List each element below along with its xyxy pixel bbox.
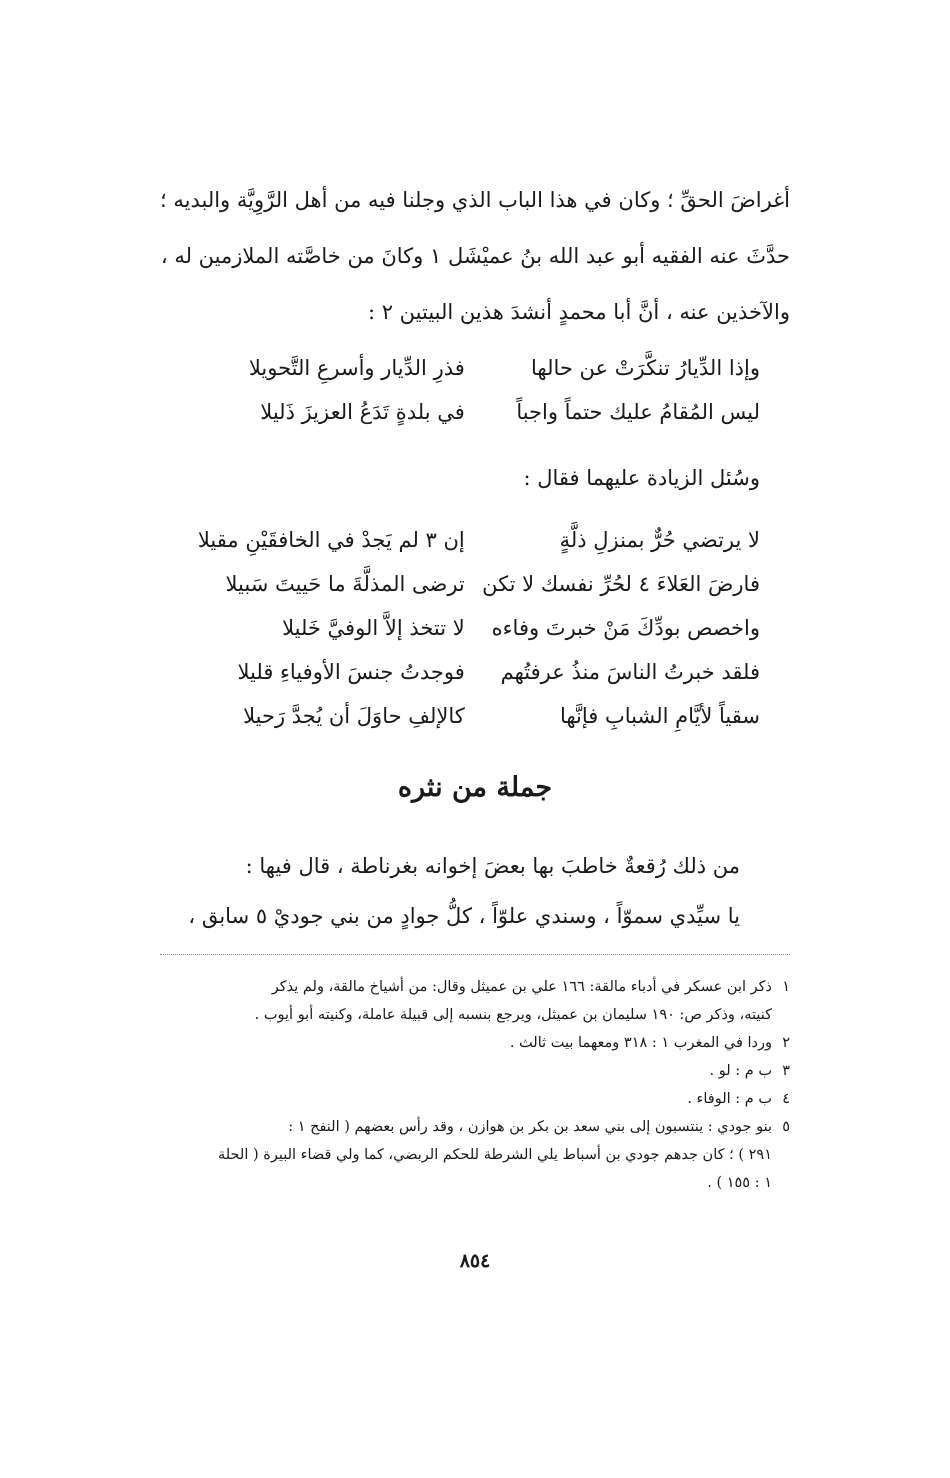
poem-first <box>140 346 760 434</box>
verse-second-hemistich: كالإلفِ حاوَلَ أن يُجدَّ رَحيلا <box>243 704 465 728</box>
footnote <box>140 1064 790 1092</box>
verse-first-hemistich: سقياً لأيَّامِ الشبابِ فإنَّها <box>559 704 760 728</box>
letter-salutation: يا سيِّدي سموّاً ، وسندي علوّاً ، كلُّ جوادٍ من بني جوديْ ٥ سابق ، <box>188 904 740 928</box>
verse-first-hemistich: وإذا الدِّيارُ تنكَّرَتْ عن حالها <box>530 356 760 380</box>
footnote <box>140 1036 790 1064</box>
verse-first-hemistich: لا يرتضي حُرٌّ بمنزلِ ذلَّةٍ <box>559 528 760 552</box>
footnote-number: ٥ <box>782 1119 790 1135</box>
section-heading: جملة من نثره <box>397 772 553 803</box>
verse-first-hemistich: واخصص بودِّكَ مَنْ خبرتَ وفاءه <box>491 616 760 640</box>
verse-first-hemistich: ليس المُقامُ عليك حتماً واجباً <box>516 400 760 424</box>
verse <box>140 346 760 390</box>
letter-paragraph <box>150 854 790 954</box>
footnote-text: وردا في المغرب ١ : ٣١٨ ومعهما بيت ثالث . <box>509 1035 772 1051</box>
footnote-continuation: ٢٩١ ) ؛ كان جدهم جودي بن أسباط يلي الشرطة للحكم الربضي، كما ولي قضاء البيرة ( الحلة <box>217 1147 772 1163</box>
footnote <box>140 980 790 1008</box>
footnote-text: ب م : لو . <box>709 1063 772 1079</box>
footnote-continuation: ١ : ١٥٥ ) . <box>707 1175 772 1191</box>
verse-second-hemistich: فذرِ الدِّيار وأسرعِ التَّحويلا <box>248 356 465 380</box>
footnote <box>140 1120 790 1148</box>
opening-paragraph <box>150 190 790 358</box>
verse <box>140 650 760 694</box>
letter-intro: من ذلك رُقعةٌ خاطبَ بها بعضَ إخوانه بغرناطة ، قال فيها : <box>245 854 740 878</box>
footnote-divider <box>160 954 790 955</box>
verse <box>140 390 760 434</box>
verse-second-hemistich: ترضى المذلَّةَ ما حَييتَ سَبيلا <box>225 572 465 596</box>
question-line: وسُئل الزيادة عليهما فقال : <box>523 466 760 490</box>
verse-second-hemistich: لا تتخذ إلاَّ الوفيَّ خَليلا <box>282 616 465 640</box>
footnote-text: ذكر ابن عسكر في أدباء مالقة: ١٦٦ علي بن عميثل وقال: من أشياخ مالقة، ولم يذكر <box>271 979 772 995</box>
footnote-number: ٤ <box>782 1091 790 1107</box>
prose-line: والآخذين عنه ، أنَّ أبا محمدٍ أنشدَ هذين البيتين ٢ : <box>367 300 790 324</box>
verse-second-hemistich: فوجدتُ جنسَ الأوفياءِ قليلا <box>237 660 465 684</box>
footnote <box>140 1092 790 1120</box>
verse <box>140 562 760 606</box>
verse-first-hemistich: فلقد خبرتُ الناسَ منذُ عرفتُهم <box>500 660 760 684</box>
page-number: ٨٥٤ <box>459 1250 491 1272</box>
footnote-number: ٢ <box>782 1035 790 1051</box>
verse <box>140 694 760 738</box>
footnote-continuation: كنيته، وذكر ص: ١٩٠ سليمان بن عميثل، ويرجع بنسبه إلى قبيلة عاملة، وكنيته أبو أيوب . <box>254 1007 772 1023</box>
footnote-text: ب م : الوفاء . <box>687 1091 772 1107</box>
verse-second-hemistich: في بلدةٍ تَدَعُ العزيزَ ذَليلا <box>260 400 465 424</box>
footnote-text: بنو جودي : ينتسبون إلى بني سعد بن بكر بن هوازن ، وقد رأس بعضهم ( النفح ١ : <box>288 1119 772 1135</box>
verse <box>140 518 760 562</box>
footnote-number: ١ <box>782 979 790 995</box>
verse <box>140 606 760 650</box>
poem-second <box>140 518 760 738</box>
footnotes <box>140 980 790 1204</box>
prose-line: أغراضَ الحقِّ ؛ وكان في هذا الباب الذي وجلنا فيه من أهل الرَّوِيَّة والبديه ؛ <box>160 188 790 212</box>
prose-line: حدَّثَ عنه الفقيه أبو عبد الله بنُ عميْشَل ١ وكانَ من خاصَّته الملازمين له ، <box>160 244 790 268</box>
footnote-number: ٣ <box>782 1063 790 1079</box>
verse-second-hemistich: إن ٣ لم يَجدْ في الخافقَيْنِ مقيلا <box>197 528 465 552</box>
verse-first-hemistich: فارضَ العَلاءَ ٤ لحُرِّ نفسك لا تكن <box>482 572 760 596</box>
